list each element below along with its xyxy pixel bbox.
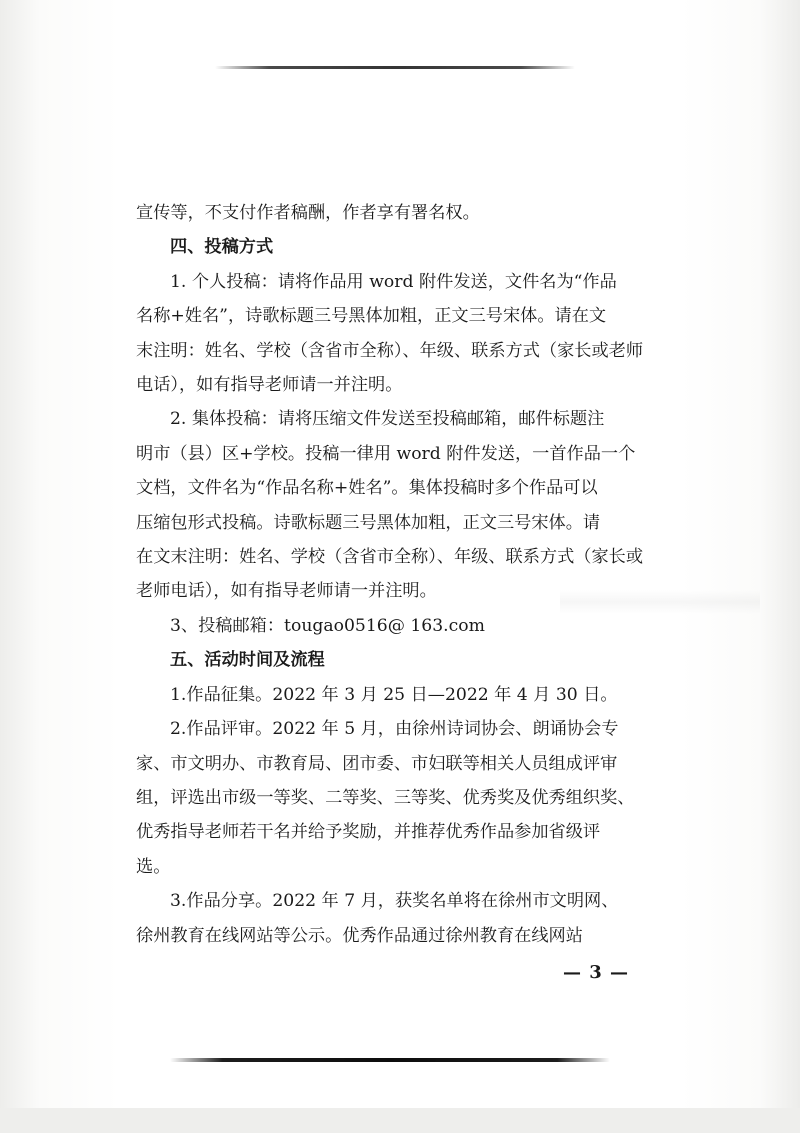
body-line: 3、投稿邮箱：tougao0516@ 163.com	[170, 615, 485, 636]
body-line: 1. 个人投稿：请将作品用 word 附件发送，文件名为“作品	[170, 271, 617, 292]
body-line: 2. 集体投稿：请将压缩文件发送至投稿邮箱，邮件标题注	[170, 409, 605, 430]
section-heading: 五、活动时间及流程	[170, 650, 325, 671]
body-line: 宣传等，不支付作者稿酬，作者享有署名权。	[136, 203, 480, 223]
section-heading: 四、投稿方式	[170, 237, 274, 258]
body-line: 1.作品征集。2022 年 3 月 25 日—2022 年 4 月 30 日。	[170, 684, 618, 705]
body-line: 选。	[136, 856, 171, 877]
body-line: 徐州教育在线网站等公示。优秀作品通过徐州教育在线网站	[136, 925, 583, 946]
body-line: 优秀指导老师若干名并给予奖励，并推荐优秀作品参加省级评	[136, 822, 601, 843]
scanner-bed-strip	[0, 1108, 800, 1133]
body-line: 组，评选出市级一等奖、二等奖、三等奖、优秀奖及优秀组织奖、	[136, 787, 635, 808]
body-line: 名称+姓名”，诗歌标题三号黑体加粗，正文三号宋体。请在文	[136, 306, 607, 327]
scan-shadow-bottom	[170, 1058, 610, 1062]
body-line: 在文末注明：姓名、学校（含省市全称）、年级、联系方式（家长或	[136, 547, 644, 568]
body-line: 明市（县）区+学校。投稿一律用 word 附件发送，一首作品一个	[136, 443, 636, 464]
body-line: 3.作品分享。2022 年 7 月，获奖名单将在徐州市文明网、	[170, 891, 619, 912]
body-line: 末注明：姓名、学校（含省市全称）、年级、联系方式（家长或老师	[136, 340, 644, 361]
scan-shadow-top	[215, 66, 575, 69]
body-line: 电话），如有指导老师请一并注明。	[136, 375, 403, 396]
body-line: 家、市文明办、市教育局、团市委、市妇联等相关人员组成评审	[136, 753, 618, 774]
document-body	[136, 196, 656, 953]
page-number: — 3 —	[563, 962, 630, 983]
body-line: 文档，文件名为“作品名称+姓名”。集体投稿时多个作品可以	[136, 478, 598, 499]
body-line: 老师电话），如有指导老师请一并注明。	[136, 581, 437, 602]
body-line: 2.作品评审。2022 年 5 月，由徐州诗词协会、朗诵协会专	[170, 719, 619, 740]
body-line: 压缩包形式投稿。诗歌标题三号黑体加粗，正文三号宋体。请	[136, 512, 601, 533]
